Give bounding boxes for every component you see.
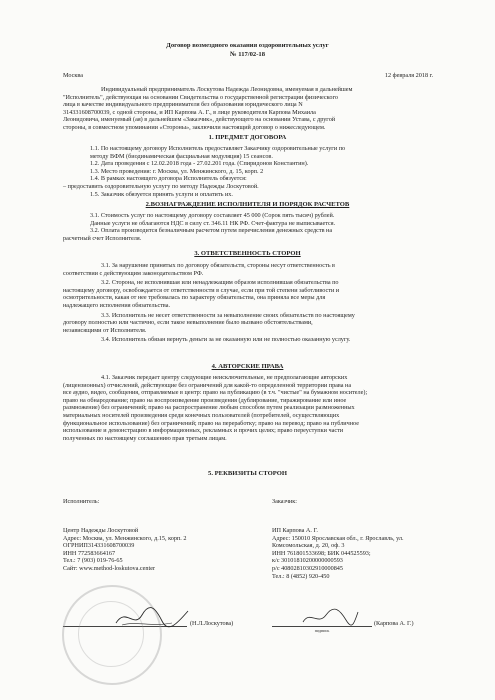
contract-title: Договор возмездного оказания оздоровительных услуг <box>166 42 329 49</box>
customer-line: Комсомольская, д. 20, оф. 3 <box>272 542 345 550</box>
executor-line: ИНН 772583664167 <box>63 549 116 557</box>
clause-line: методу ВФМ (биодинамическая фасциальная модуляция) 15 сеансов. <box>90 152 273 160</box>
customer-signature-name: (Карпова А. Г.) <box>374 620 414 627</box>
clause-line: – предоставить оздоровительную услугу по методу Надежды Лоскутовой. <box>63 182 259 190</box>
executor-line: Тел.: 7 (903) 019-76-65 <box>63 557 123 565</box>
section-1-body <box>63 145 434 198</box>
clause-line: 1.3. Место проведения: г. Москва, ул. Менжинского, д. 15, корп. 2 <box>90 167 264 175</box>
clause-line: договору полностью или частично, если такое невыполнение было вызвано обстоятельствами, <box>63 319 313 327</box>
contract-date: 12 февраля 2018 г. <box>384 72 433 79</box>
customer-name: ИП Карпова А. Г. <box>272 527 318 534</box>
clause-line: соответствии с действующим законодательством РФ. <box>63 269 204 277</box>
preamble-line: Леонидовича, именуемый (ая) в дальнейшем «Заказчик», действующего на основании Устава, с другой <box>63 116 336 124</box>
customer-line: ИНН 761801533698; БИК 044525593; <box>272 549 371 557</box>
clause-line: функциональное использование) без ограничений; право на переработку; право на перевод; право на публичное <box>63 419 359 427</box>
clause-line: 3.3. Исполнитель не несет ответственности за невыполнение своих обязательств по настоящему <box>101 311 355 319</box>
clause-line: 1.5. Заказчик обязуется принять услуги и оплатить их. <box>90 190 233 198</box>
clause-line: 4.1. Заказчик передает центру следующие неисключительные, не предполагающие авторских <box>101 374 348 381</box>
clause-line: 1.2. Дата проведения с 12.02.2018 года - 27.02.201 года. (Спиридонов Константин). <box>90 160 309 168</box>
section-4-body <box>63 374 434 442</box>
clause-line: все аудио, видео, сообщения, отправляемые в центр: право на публикацию (в т.ч. "чистые" на бумажном носителе); <box>63 389 368 397</box>
clause-line: осмотрительности, какая от нее требовалась по характеру обязательства, она приняла все меры для <box>63 294 326 302</box>
clause-line: Данные услуги не облагаются НДС в силу ст. 346.11 НК РФ. Счет-фактура не выписывается. <box>90 219 336 227</box>
executor-line: Сайт: www.method-loskutova.center <box>63 564 156 572</box>
seal-stamp <box>62 585 162 685</box>
customer-line: Адрес: 150010 Ярославская обл., г. Ярославль, ул. <box>272 534 404 542</box>
clause-line: право на обнародование; право на воспроизведение произведения (дублирование, тиражирование или иное <box>63 396 347 404</box>
preamble-line: 314331608700039, с одной стороны, и ИП Карпова А. Г., в лице руководителя Карпова Михаила <box>63 108 316 116</box>
section-2-heading: 2.ВОЗНАГРАЖДЕНИЕ ИСПОЛНИТЕЛЯ И ПОРЯДОК РАСЧЕТОВ <box>145 201 350 208</box>
customer-line: р/с 40802810302910000845 <box>272 564 343 572</box>
preamble-line: лица в качестве индивидуального предпринимателя без образования юридического лица N <box>63 101 303 109</box>
clause-line: использование и демонстрацию в информационных, рекламных и прочих целях; право переуступки части <box>63 427 344 435</box>
preamble <box>63 86 434 132</box>
clause-line: (лицензионных) отчислений, действующие без ограничений для какой-то определенной территории права на <box>63 381 352 389</box>
clause-line: полученных по настоящему соглашению прав третьим лицам. <box>63 434 227 442</box>
section-3-heading: 3. ОТВЕТСТВЕННОСТЬ СТОРОН <box>194 250 301 257</box>
clause-line: настоящему договору, освобождается от ответственности в случае, если при той степени заботливости и <box>63 286 340 294</box>
clause-line: 3.2. Сторона, не исполнившая или ненадлежащим образом исполнившая обязательства по <box>101 279 339 287</box>
clause-line: размножение) без ограничений; право на распространение любым способом путем реализации размноженных <box>63 404 355 412</box>
executor-signature-scribble <box>112 603 192 631</box>
preamble-line: Индивидуальный предприниматель Лоскутова Надежда Леонидовна, именуемая в дальнейшем <box>101 86 353 93</box>
contract-number: № 117/02-18 <box>229 51 266 58</box>
executor-name: Центр Надежды Лоскутовой <box>63 527 139 534</box>
section-4-heading: 4. АВТОРСКИЕ ПРАВА <box>211 363 284 370</box>
preamble-line: "Исполнитель", действующая на основании Свидетельства о государственной регистрации физического <box>63 93 338 101</box>
customer-signature-scribble <box>300 606 360 628</box>
clause-line: 3.1. За нарушение принятых по договору обязательств, стороны несут ответственность в <box>101 262 335 269</box>
clause-line: материальных носителей произведения среди конечных пользователей (потребителей, осуществляющих <box>63 411 340 419</box>
contract-city: Москва <box>63 72 83 79</box>
customer-signature-caption: подпись <box>314 628 330 633</box>
customer-label: Заказчик: <box>272 498 297 505</box>
section-2-body <box>63 212 434 242</box>
clause-line: 3.4. Исполнитель обязан вернуть деньги за не оказанную или не полностью оказанную услугу. <box>101 336 351 344</box>
customer-details <box>272 527 442 580</box>
clause-line: надлежащего исполнения обязательства. <box>63 301 171 309</box>
clause-line: 3.1. Стоимость услуг по настоящему договору составляет 45 000 (Сорок пять тысяч) рублей. <box>90 212 335 219</box>
section-1-heading: 1. ПРЕДМЕТ ДОГОВОРА <box>208 134 287 141</box>
executor-details <box>63 527 233 573</box>
executor-label: Исполнитель: <box>63 498 100 505</box>
clause-line: 3.2. Оплата производится безналичным расчетом путем перечисления денежных средств на <box>90 227 333 235</box>
section-5-heading: 5. РЕКВИЗИТЫ СТОРОН <box>208 470 287 477</box>
customer-line: к/с 30101810200000000593 <box>272 557 343 565</box>
customer-line: Тел.: 8 (4852) 920-450 <box>272 572 330 580</box>
executor-line: ОГРНИП314331608700039 <box>63 542 135 550</box>
executor-signature-name: (Н.Л.Лоскутова) <box>190 620 234 627</box>
section-3-body <box>63 262 434 344</box>
executor-line: Адрес: Москва, ул. Менжинского, д.15, корп. 2 <box>63 534 187 542</box>
preamble-line: стороны, в совместном упоминании «Стороны», заключили настоящий договор о нижеследующем. <box>63 123 326 131</box>
clause-line: расчетный счет Исполнителя. <box>63 234 142 242</box>
clause-line: 1.1. По настоящему договору Исполнитель предоставляет Заказчику оздоровительные услуги по <box>90 145 346 152</box>
clause-line: независящими от Исполнителя. <box>63 326 147 334</box>
clause-line: 1.4. В рамках настоящего договора Исполнитель обязуется: <box>90 175 247 183</box>
